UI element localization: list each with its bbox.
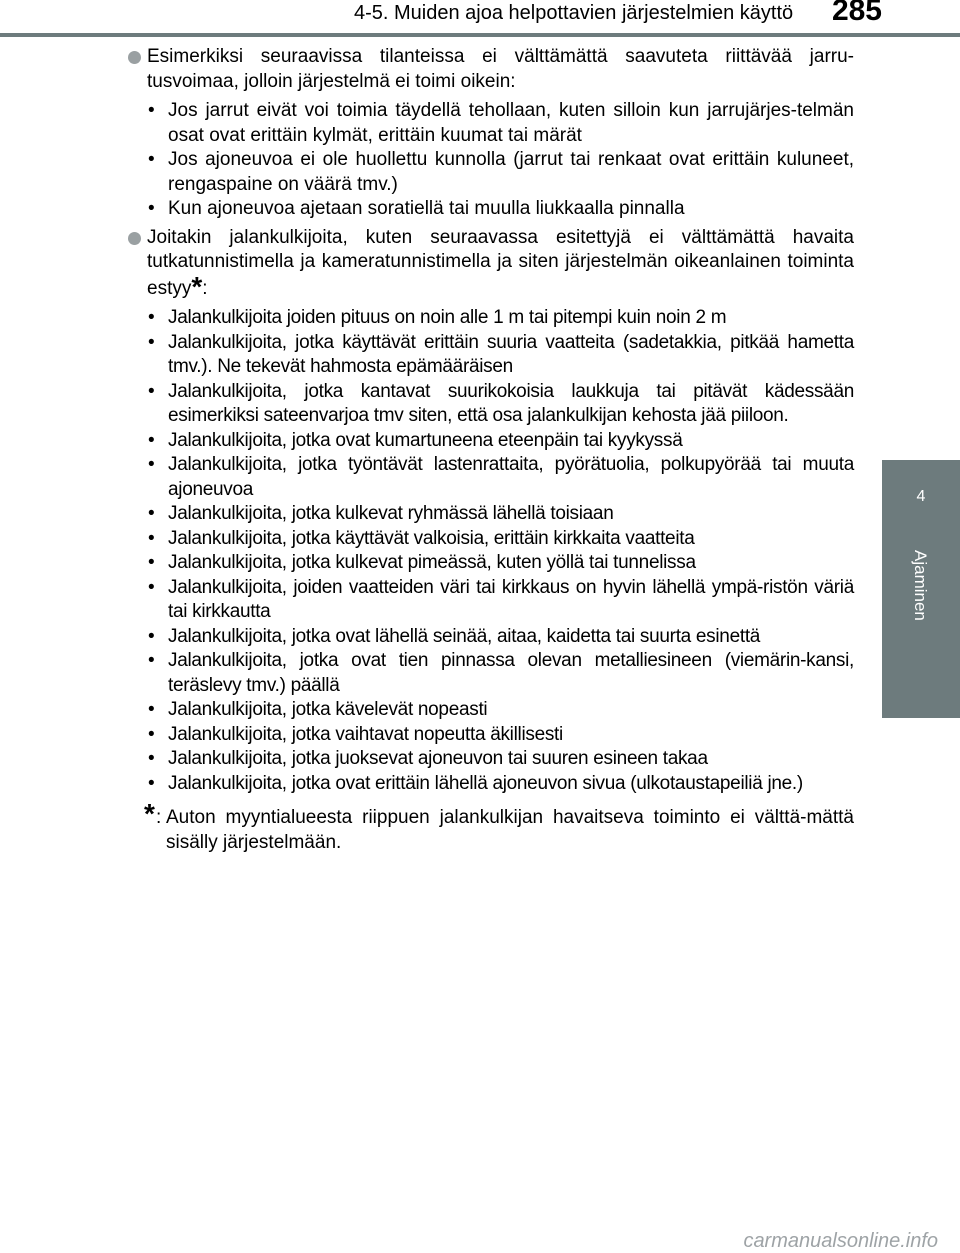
page-number: 285 [831,0,882,27]
list-item: • Jalankulkijoita, jotka kantavat suurikokoisia laukkuja tai pitävät kädessään esimerkiksi sateenvarjoa tmv siten, että osa jalankulkijan kehosta jää piiloon. [146,380,854,429]
footnote-text: Auton myyntialueesta riippuen jalankulkijan havaitseva toiminto ei välttä-mättä sisälly järjestelmään. [166,807,854,853]
colon: : [202,277,208,299]
paragraph-pedestrians [128,226,854,302]
list-item: • Jalankulkijoita, jotka ovat lähellä seinää, aitaa, kaidetta tai suurta esinettä [146,625,854,650]
paragraph-braking [128,45,854,94]
list-item: • Jalankulkijoita, jotka juoksevat ajoneuvon tai suuren esineen takaa [146,747,854,772]
asterisk-mark: * [191,270,203,302]
page-header [0,0,960,40]
list-item: • Jos ajoneuvoa ei ole huollettu kunnolla (jarrut tai renkaat ovat erittäin kuluneet, rengaspaine on väärä tmv.) [146,148,854,197]
section-title: 4-5. Muiden ajoa helpottavien järjestelmien käyttö [354,2,794,24]
list-item: • Jalankulkijoita, joiden vaatteiden väri tai kirkkaus on hyvin lähellä ympä-ristön väriä tai kirkkautta [146,576,854,625]
list-item: • Jalankulkijoita, jotka kävelevät nopeasti [146,698,854,723]
braking-conditions-list [128,99,854,222]
footnote-asterisk: * [144,798,155,829]
bullet-dot-icon [128,51,141,64]
list-item: • Jos jarrut eivät voi toimia täydellä tehollaan, kuten silloin kun jarrujärjes-telmän osat ovat erittäin kylmät, erittäin kuumat tai märät [146,99,854,148]
pedestrian-list [128,306,854,796]
header-rule [0,33,960,37]
list-item: • Jalankulkijoita, jotka käyttävät erittäin suuria vaatteita (sadetakkia, pitkää hametta tmv.). Ne tekevät hahmosta epämääräisen [146,331,854,380]
chapter-number: 4 [916,488,926,505]
list-item: • Jalankulkijoita, jotka työntävät lastenrattaita, pyörätuolia, polkupyörää tai muuta ajoneuvoa [146,453,854,502]
list-item: • Jalankulkijoita, jotka ovat tien pinnassa olevan metalliesineen (viemärin-kansi, teräslevy tmv.) päällä [146,649,854,698]
chapter-side-tab [882,460,960,718]
chapter-title: Ajaminen [911,550,930,621]
page-content [128,45,854,855]
paragraph-text: Joitakin jalankulkijoita, kuten seuraavassa esitettyjä ei välttämättä havaita tutkatunnistimella ja kameratunnistimella ja siten järjestelmän oikeanlainen toiminta estyy [147,226,854,299]
list-item: • Jalankulkijoita, jotka ovat erittäin lähellä ajoneuvon sivua (ulkotaustapeiliä jne.) [146,772,854,797]
list-item: • Kun ajoneuvoa ajetaan soratiellä tai muulla liukkaalla pinnalla [146,197,854,222]
list-item: • Jalankulkijoita, jotka ovat kumartuneena eteenpäin tai kyykyssä [146,429,854,454]
list-item: • Jalankulkijoita, jotka vaihtavat nopeutta äkillisesti [146,723,854,748]
paragraph-text: Esimerkiksi seuraavissa tilanteissa ei välttämättä saavuteta riittävää jarru-tusvoimaa, jolloin järjestelmä ei toimi oikein: [147,46,854,92]
list-item: • Jalankulkijoita, jotka kulkevat pimeässä, kuten yöllä tai tunnelissa [146,551,854,576]
footnote [128,798,854,855]
list-item: • Jalankulkijoita, jotka kulkevat ryhmässä lähellä toisiaan [146,502,854,527]
list-item: • Jalankulkijoita, jotka käyttävät valkoisia, erittäin kirkkaita vaatteita [146,527,854,552]
footnote-colon: : [156,807,162,828]
watermark: carmanualsonline.info [743,1230,938,1252]
list-item: • Jalankulkijoita joiden pituus on noin alle 1 m tai pitempi kuin noin 2 m [146,306,854,331]
bullet-dot-icon [128,232,141,245]
